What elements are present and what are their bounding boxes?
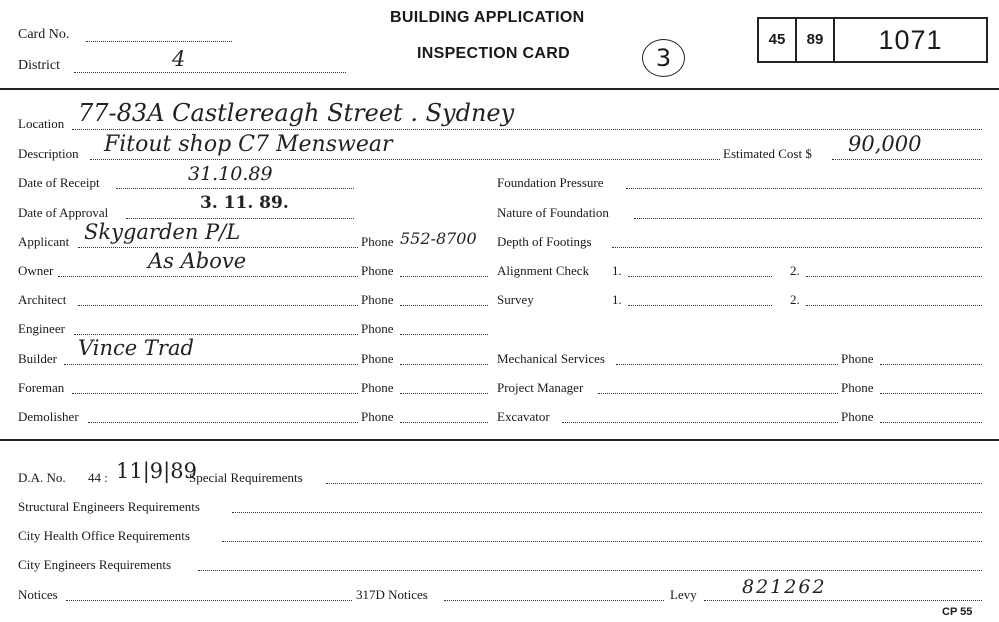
date-of-receipt-value: 31.10.89 — [188, 163, 273, 185]
estimated-cost-field[interactable] — [832, 159, 982, 160]
date-of-receipt-field[interactable] — [116, 188, 354, 189]
architect-field[interactable] — [78, 305, 358, 306]
city-engineers-requirements-label: City Engineers Requirements — [18, 557, 172, 572]
levy-value: 821262 — [742, 576, 827, 598]
location-field[interactable] — [72, 129, 982, 130]
builder-phone-label: Phone — [361, 351, 394, 366]
excavator-phone-field[interactable] — [880, 422, 982, 423]
excavator-phone-label: Phone — [841, 409, 874, 424]
notices-317d-label: 317D Notices — [356, 587, 428, 602]
applicant-phone-label: Phone — [361, 234, 394, 249]
foreman-field[interactable] — [72, 393, 358, 394]
engineer-phone-label: Phone — [361, 321, 394, 336]
circled-number: 3 — [642, 39, 685, 77]
divider — [0, 439, 999, 441]
applicant-field[interactable] — [78, 247, 358, 248]
nature-of-foundation-label: Nature of Foundation — [497, 205, 609, 220]
mechanical-services-phone-field[interactable] — [880, 364, 982, 365]
owner-value: As Above — [148, 249, 247, 273]
box-number-3: 1071 — [878, 25, 943, 55]
survey-label: Survey — [497, 292, 534, 307]
notices-317d-field[interactable] — [444, 600, 664, 601]
description-field[interactable] — [90, 159, 720, 160]
builder-value: Vince Trad — [78, 336, 194, 360]
date-of-receipt-label: Date of Receipt — [18, 175, 100, 190]
depth-of-footings-label: Depth of Footings — [497, 234, 592, 249]
nature-of-foundation-field[interactable] — [634, 218, 982, 219]
applicant-label: Applicant — [18, 234, 70, 249]
survey-2-label: 2. — [790, 292, 800, 307]
builder-label: Builder — [18, 351, 57, 366]
survey-1-field[interactable] — [628, 305, 772, 306]
location-value: 77-83A Castlereagh Street . Sydney — [78, 99, 515, 127]
da-no-handwritten: 11|9|89 — [116, 459, 197, 483]
card-number-box — [757, 17, 988, 63]
date-of-approval-label: Date of Approval — [18, 205, 109, 220]
estimated-cost-label: Estimated Cost $ — [723, 146, 812, 161]
date-of-approval-field[interactable] — [126, 218, 354, 219]
levy-field[interactable] — [704, 600, 982, 601]
excavator-field[interactable] — [562, 422, 838, 423]
alignment-check-2-label: 2. — [790, 263, 800, 278]
divider — [0, 88, 999, 90]
da-no-value: 44 : — [88, 470, 108, 485]
health-requirements-label: City Health Office Requirements — [18, 528, 190, 543]
excavator-label: Excavator — [497, 409, 550, 424]
foreman-phone-label: Phone — [361, 380, 394, 395]
description-value: Fitout shop C7 Menswear — [104, 132, 393, 157]
alignment-check-2-field[interactable] — [806, 276, 982, 277]
structural-requirements-field[interactable] — [232, 512, 982, 513]
district-value: 4 — [172, 47, 186, 71]
page-subtitle: INSPECTION CARD — [417, 45, 570, 62]
card-no-label: Card No. — [18, 27, 70, 42]
box-number-2: 89 — [806, 31, 824, 48]
foreman-label: Foreman — [18, 380, 65, 395]
engineer-label: Engineer — [18, 321, 65, 336]
form-code: CP 55 — [942, 606, 973, 618]
demolisher-phone-field[interactable] — [400, 422, 488, 423]
health-requirements-field[interactable] — [222, 541, 982, 542]
district-label: District — [18, 58, 60, 73]
special-requirements-label: Special Requirements — [189, 470, 303, 485]
district-field[interactable] — [74, 72, 346, 73]
applicant-phone-value: 552-8700 — [400, 229, 477, 248]
survey-1-label: 1. — [612, 292, 622, 307]
alignment-check-label: Alignment Check — [497, 263, 590, 278]
mechanical-services-field[interactable] — [616, 364, 838, 365]
foundation-pressure-label: Foundation Pressure — [497, 175, 604, 190]
notices-field[interactable] — [66, 600, 352, 601]
page-title: BUILDING APPLICATION — [390, 9, 585, 26]
owner-phone-field[interactable] — [400, 276, 488, 277]
mechanical-services-phone-label: Phone — [841, 351, 874, 366]
city-engineers-requirements-field[interactable] — [198, 570, 982, 571]
builder-phone-field[interactable] — [400, 364, 488, 365]
location-label: Location — [18, 116, 65, 131]
card-no-field[interactable] — [86, 41, 232, 42]
architect-label: Architect — [18, 292, 67, 307]
box-number-1: 45 — [768, 31, 786, 48]
levy-label: Levy — [670, 587, 697, 602]
architect-phone-label: Phone — [361, 292, 394, 307]
architect-phone-field[interactable] — [400, 305, 488, 306]
special-requirements-field[interactable] — [326, 483, 982, 484]
depth-of-footings-field[interactable] — [612, 247, 982, 248]
owner-label: Owner — [18, 263, 54, 278]
alignment-check-1-field[interactable] — [628, 276, 772, 277]
applicant-value: Skygarden P/L — [84, 220, 241, 244]
owner-field[interactable] — [58, 276, 358, 277]
da-no-label: D.A. No. — [18, 470, 66, 485]
survey-2-field[interactable] — [806, 305, 982, 306]
owner-phone-label: Phone — [361, 263, 394, 278]
project-manager-field[interactable] — [598, 393, 838, 394]
description-label: Description — [18, 146, 79, 161]
mechanical-services-label: Mechanical Services — [497, 351, 605, 366]
foreman-phone-field[interactable] — [400, 393, 488, 394]
demolisher-label: Demolisher — [18, 409, 79, 424]
engineer-phone-field[interactable] — [400, 334, 488, 335]
estimated-cost-value: 90,000 — [848, 132, 922, 156]
project-manager-phone-field[interactable] — [880, 393, 982, 394]
builder-field[interactable] — [64, 364, 358, 365]
date-of-approval-value: 3. 11. 89. — [200, 193, 289, 213]
structural-requirements-label: Structural Engineers Requirements — [18, 499, 200, 514]
alignment-check-1-label: 1. — [612, 263, 622, 278]
engineer-field[interactable] — [74, 334, 358, 335]
demolisher-field[interactable] — [88, 422, 358, 423]
project-manager-label: Project Manager — [497, 380, 584, 395]
demolisher-phone-label: Phone — [361, 409, 394, 424]
foundation-pressure-field[interactable] — [626, 188, 982, 189]
notices-label: Notices — [18, 587, 58, 602]
project-manager-phone-label: Phone — [841, 380, 874, 395]
